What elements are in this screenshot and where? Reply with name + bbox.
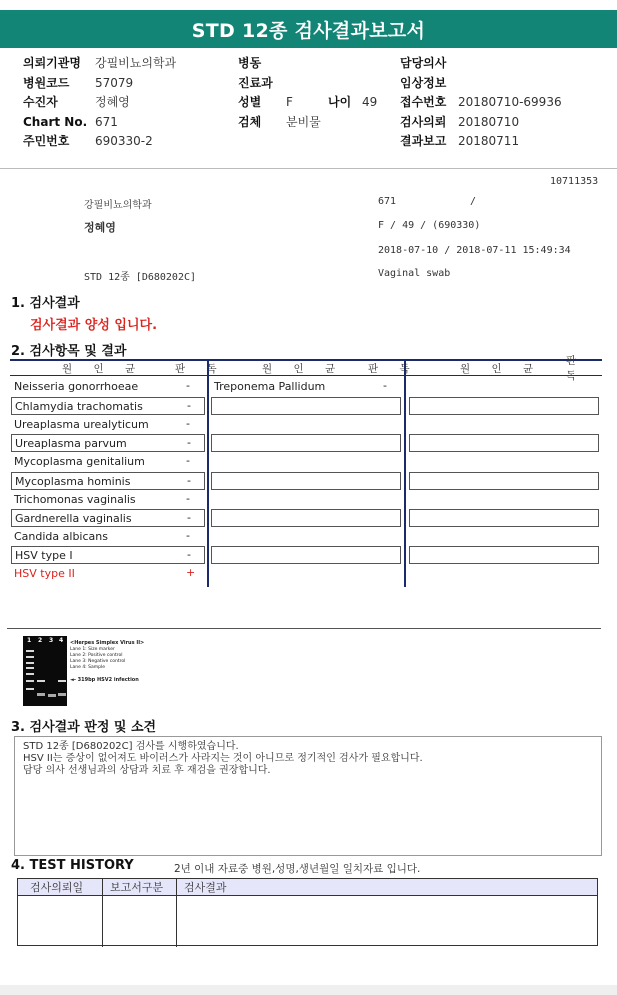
pathogen-name: Ureaplasma urealyticum — [14, 418, 149, 431]
pathogen-row — [211, 378, 401, 396]
gel-electrophoresis-image — [23, 636, 67, 706]
gel-band — [58, 693, 66, 696]
age-value: 49 — [362, 95, 378, 109]
pathogen-name: Mycoplasma genitalium — [14, 455, 145, 468]
history-header-row — [18, 879, 597, 896]
opinion-line: 담당 의사 선생님과의 상담과 치료 후 재검을 권장합니다. — [23, 765, 271, 776]
grid-head-judge-2: 판 독 — [368, 362, 419, 375]
patient-test: STD 12종 [D680202C] — [84, 272, 197, 283]
hospital-code-label: 병원코드 — [23, 75, 70, 90]
pathogen-name: Mycoplasma hominis — [15, 475, 131, 488]
footer-band — [0, 985, 617, 995]
gel-band — [26, 662, 34, 664]
pathogen-name: Treponema Pallidum — [214, 380, 326, 393]
pathogen-row — [11, 472, 205, 490]
empty-row — [211, 546, 401, 564]
empty-row — [409, 434, 599, 452]
gel-divider — [7, 628, 601, 629]
gel-title: <Herpes Simplex Virus II> — [70, 640, 145, 646]
section-opinion-title: 3. 검사결과 판정 및 소견 — [11, 720, 157, 735]
gel-band — [48, 694, 56, 697]
empty-row — [409, 509, 599, 527]
gel-band — [26, 680, 34, 682]
gel-band — [26, 656, 34, 658]
pathogen-name: Neisseria gonorrhoeae — [14, 380, 139, 393]
pathogen-result: - — [186, 529, 190, 542]
header-col-1 — [23, 54, 223, 152]
section-items-title: 2. 검사항목 및 결과 — [11, 344, 127, 359]
pathogen-row — [11, 509, 205, 527]
empty-row — [409, 397, 599, 415]
empty-row — [211, 434, 401, 452]
pathogen-result: - — [186, 454, 190, 467]
opinion-line: HSV II는 증상이 없어져도 바이러스가 사라지는 것이 아니므로 정기적인 검사가 필요합니다. — [23, 753, 423, 764]
report-title: STD 12종 검사결과보고서 — [0, 10, 617, 48]
hospital-code-value: 57079 — [95, 75, 134, 90]
pathogen-row — [11, 416, 205, 434]
specimen-value: 분비물 — [286, 114, 321, 129]
pathogen-result: - — [187, 436, 191, 449]
pathogen-result: - — [186, 492, 190, 505]
section-result-title: 1. 검사결과 — [11, 296, 80, 311]
result-summary: 검사결과 양성 입니다. — [30, 318, 158, 333]
grid-head-judge-3: 판 독 — [566, 355, 586, 382]
history-col-request-date: 검사의뢰일 — [30, 881, 84, 894]
request-date-label: 검사의뢰 — [400, 114, 447, 129]
pathogen-row — [11, 491, 205, 509]
patient-specimen: Vaginal swab — [378, 268, 451, 279]
pathogen-name: Candida albicans — [14, 530, 108, 543]
pathogen-row — [11, 434, 205, 452]
pathogen-row — [11, 528, 205, 546]
patient-clinic: 강필비뇨의학과 — [84, 200, 152, 211]
patient-chart-slash: / — [470, 196, 477, 207]
gel-band — [58, 680, 66, 682]
pathogen-result: - — [187, 511, 191, 524]
grid-column-divider — [404, 359, 406, 587]
gel-lane-label: 3 — [49, 637, 54, 644]
gel-legend-line: Lane 3: Negative control — [70, 659, 126, 664]
receipt-no-value: 20180710-69936 — [458, 95, 562, 109]
clinic-value: 강필비뇨의학과 — [95, 56, 177, 70]
chart-no-value: 671 — [95, 114, 118, 129]
request-date-value: 20180710 — [458, 114, 520, 129]
pathogen-result: - — [186, 379, 190, 392]
patient-chart: 671 — [378, 196, 397, 207]
pathogen-row — [11, 453, 205, 471]
pathogen-name: HSV type II — [14, 567, 75, 580]
gel-band — [26, 673, 34, 675]
age-label: 나이 — [328, 95, 352, 109]
report-id: 10711353 — [550, 176, 599, 187]
resident-no-value: 690330-2 — [95, 134, 153, 148]
history-col-divider — [102, 879, 103, 947]
grid-head-pathogen-2: 원 인 균 — [262, 362, 345, 375]
gel-arrow-note: ◄- 319bp HSV2 infection — [70, 677, 139, 683]
ward-label: 병동 — [238, 56, 262, 70]
gel-legend-line: Lane 2: Positive control — [70, 653, 123, 658]
opinion-line: STD 12종 [D680202C] 검사를 시행하였습니다. — [23, 741, 239, 752]
patient-name: 정혜영 — [84, 221, 116, 234]
empty-row — [211, 397, 401, 415]
pathogen-result: - — [187, 548, 191, 561]
history-note: 2년 이내 자료중 병원,성명,생년월일 일치자료 입니다. — [174, 863, 421, 875]
specimen-label: 검체 — [238, 114, 262, 129]
history-col-divider — [176, 879, 177, 947]
pathogen-result: - — [383, 379, 387, 392]
section-history-title: 4. TEST HISTORY — [11, 858, 134, 873]
report-date-label: 결과보고 — [400, 134, 447, 148]
empty-row — [409, 546, 599, 564]
pathogen-name: Chlamydia trachomatis — [15, 400, 143, 413]
opinion-box — [14, 736, 602, 856]
patient-sex-age: F / 49 / (690330) — [378, 220, 481, 231]
doctor-label: 담당의사 — [400, 56, 447, 70]
clinical-info-label: 임상정보 — [400, 75, 447, 90]
pathogen-name: Trichomonas vaginalis — [14, 493, 136, 506]
pathogen-name: Ureaplasma parvum — [15, 437, 127, 450]
header-col-2 — [238, 54, 388, 132]
pathogen-row — [11, 397, 205, 415]
empty-row — [409, 472, 599, 490]
sex-label: 성별 — [238, 95, 262, 109]
empty-row — [211, 472, 401, 490]
header-divider — [0, 168, 617, 169]
chart-no-label: Chart No. — [23, 114, 88, 129]
sex-value: F — [286, 95, 293, 109]
gel-band — [26, 667, 34, 669]
grid-column-divider — [207, 359, 209, 587]
report-date-value: 20180711 — [458, 134, 520, 148]
history-col-result: 검사결과 — [184, 881, 227, 894]
grid-header — [10, 355, 602, 382]
gel-band — [37, 680, 45, 682]
pathogen-result: - — [187, 474, 191, 487]
pathogen-result: + — [186, 566, 196, 579]
gel-lane-label: 2 — [38, 637, 43, 644]
pathogen-result: - — [186, 417, 190, 430]
grid-head-judge-1: 판 독 — [175, 362, 226, 375]
grid-head-pathogen-1: 원 인 균 — [62, 362, 145, 375]
patient-value: 정혜영 — [95, 95, 130, 109]
history-table — [17, 878, 598, 946]
resident-no-label: 주민번호 — [23, 134, 70, 148]
patient-label: 수진자 — [23, 95, 58, 109]
grid-head-pathogen-3: 원 인 균 — [460, 362, 543, 375]
history-col-report-type: 보고서구분 — [110, 881, 164, 894]
gel-legend-line: Lane 4: Sample — [70, 665, 105, 670]
gel-band — [26, 688, 34, 690]
department-label: 진료과 — [238, 75, 273, 90]
pathogen-name: Gardnerella vaginalis — [15, 512, 132, 525]
gel-band — [26, 650, 34, 652]
pathogen-row — [11, 546, 205, 564]
receipt-no-label: 접수번호 — [400, 95, 447, 109]
gel-legend-line: Lane 1: Size marker — [70, 647, 115, 652]
clinic-label: 의뢰기관명 — [23, 56, 81, 70]
gel-lane-label: 4 — [59, 637, 64, 644]
gel-legend — [70, 640, 144, 684]
empty-row — [211, 509, 401, 527]
pathogen-row-positive — [11, 565, 205, 583]
pathogen-row — [11, 378, 205, 396]
pathogen-result: - — [187, 399, 191, 412]
header-col-3 — [400, 54, 610, 152]
gel-band — [37, 693, 45, 696]
gel-lane-label: 1 — [27, 637, 32, 644]
pathogen-name: HSV type I — [15, 549, 73, 562]
patient-dates: 2018-07-10 / 2018-07-11 15:49:34 — [378, 245, 571, 256]
